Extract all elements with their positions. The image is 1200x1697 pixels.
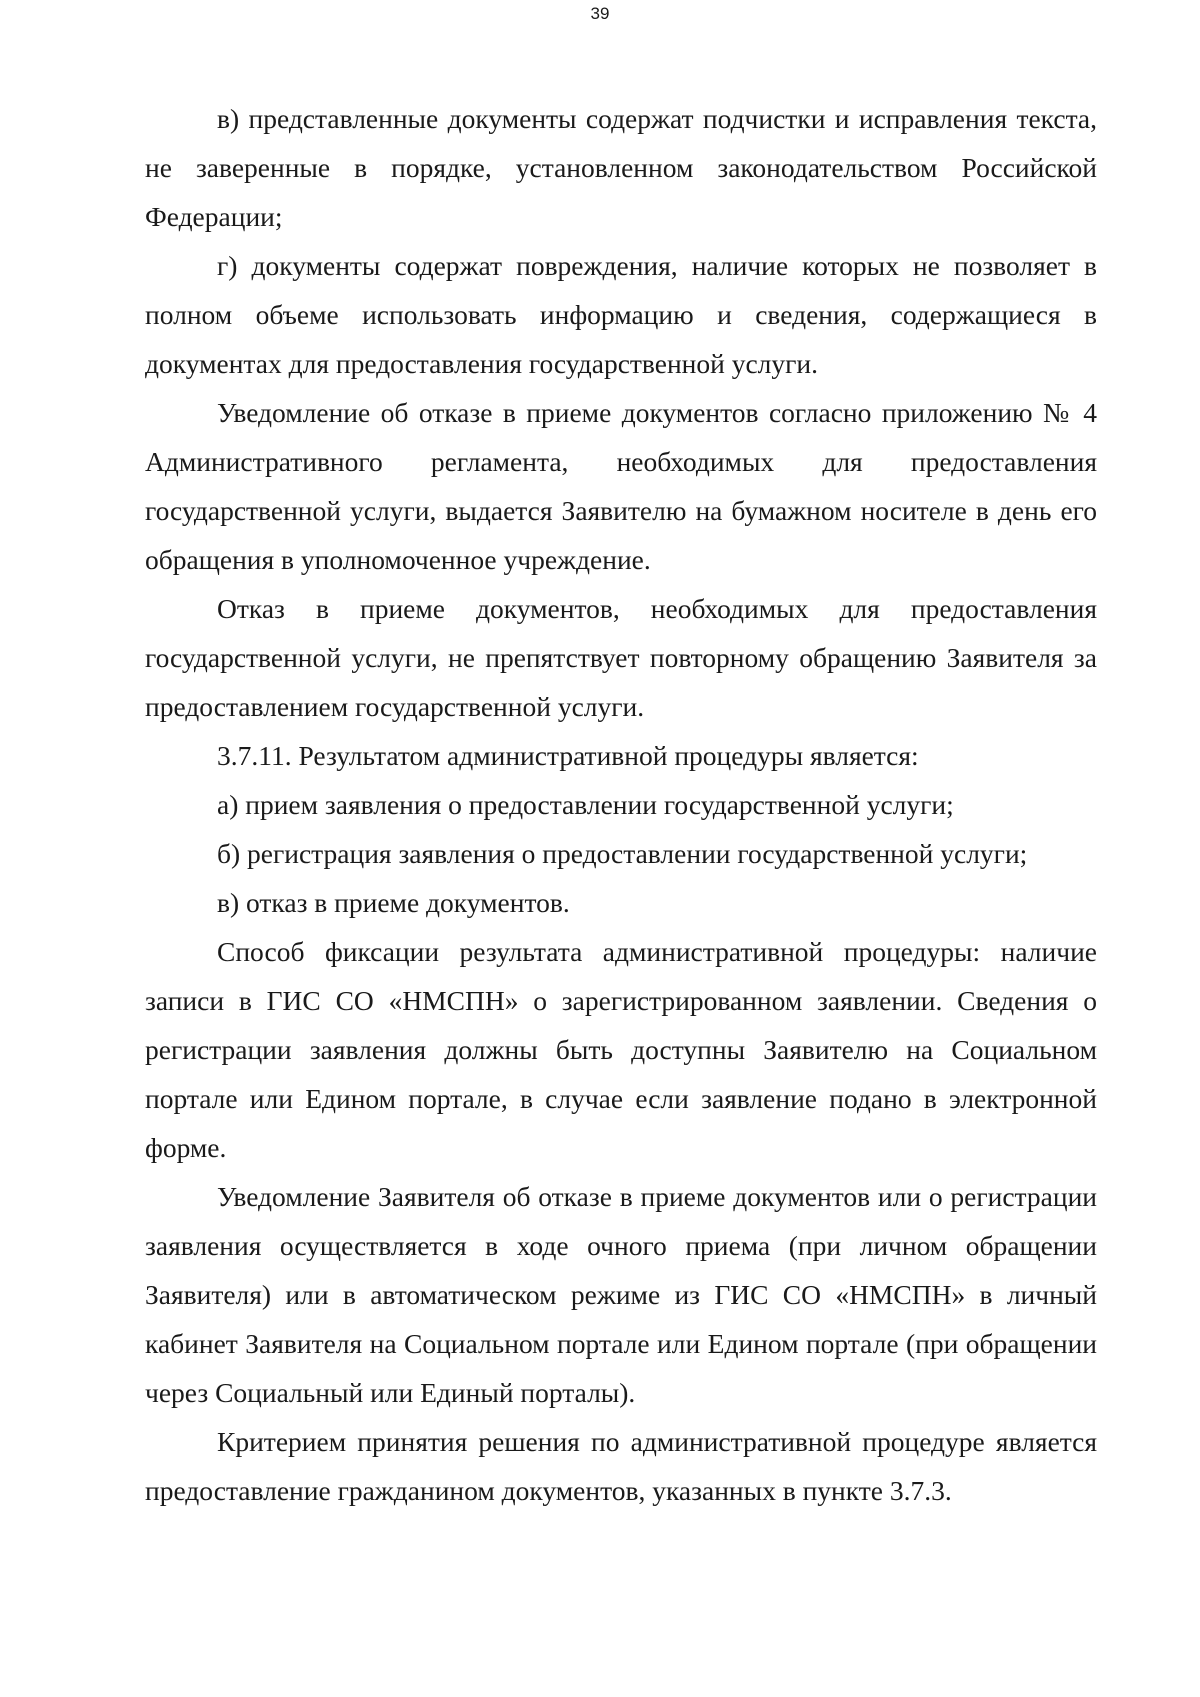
- list-item-b-registration: б) регистрация заявления о предоставлении государственной услуги;: [217, 838, 1028, 869]
- paragraph-refusal-notice: Уведомление об отказе в приеме документов согласно приложению № 4 Административного регламента, необходимых для предоставления государственной услуги, выдается Заявителю на бумажном носителе в день его обращения в уполномоченное учреждение.: [145, 397, 1097, 575]
- paragraph-3-7-11-result: 3.7.11. Результатом административной процедуры является:: [217, 740, 919, 771]
- page-number: 39: [590, 4, 610, 23]
- list-item-a-acceptance: а) прием заявления о предоставлении государственной услуги;: [217, 789, 954, 820]
- paragraph-fixation-method: Способ фиксации результата административной процедуры: наличие записи в ГИС СО «НМСПН» о зарегистрированном заявлении. Сведения о регистрации заявления должны быть доступны Заявителю на Социальном портале или Едином портале, в случае если заявление подано в электронной форме.: [145, 936, 1097, 1163]
- paragraph-g-damage: г) документы содержат повреждения, наличие которых не позволяет в полном объеме использовать информацию и сведения, содержащиеся в документах для предоставления государственной услуги.: [145, 250, 1097, 379]
- list-item-v-refusal: в) отказ в приеме документов.: [217, 887, 570, 918]
- paragraph-decision-criterion: Критерием принятия решения по административной процедуре является предоставление гражданином документов, указанных в пункте 3.7.3.: [145, 1426, 1097, 1506]
- document-body: [145, 94, 1097, 1515]
- paragraph-refusal-no-obstacle: Отказ в приеме документов, необходимых для предоставления государственной услуги, не препятствует повторному обращению Заявителя за предоставлением государственной услуги.: [145, 593, 1097, 722]
- paragraph-v-corrections: в) представленные документы содержат подчистки и исправления текста, не заверенные в порядке, установленном законодательством Российской Федерации;: [145, 103, 1097, 232]
- paragraph-applicant-notification: Уведомление Заявителя об отказе в приеме документов или о регистрации заявления осуществляется в ходе очного приема (при личном обращении Заявителя) или в автоматическом режиме из ГИС СО «НМСПН» в личный кабинет Заявителя на Социальном портале или Едином портале (при обращении через Социальный или Единый порталы).: [145, 1181, 1097, 1408]
